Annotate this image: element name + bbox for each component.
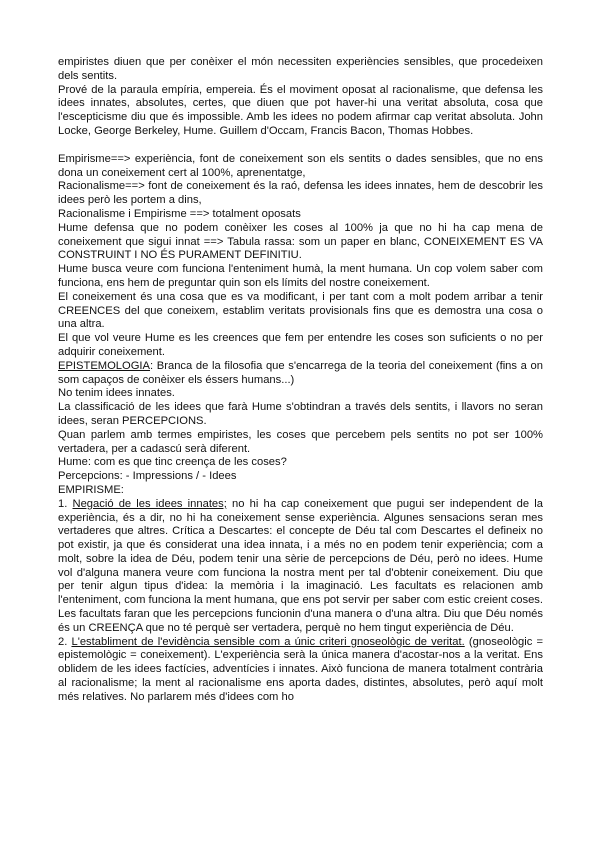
paragraph-empirisme: Empirisme==> experiència, font de coneixement son els sentits o dades sensibles, que no ens dona un coneixement cert al 100%, aprenentatge,	[58, 152, 543, 179]
paragraph-oposats: Racionalisme i Empirisme ==> totalment oposats	[58, 207, 301, 220]
list-item-title: L'establiment de l'evidència sensible com a únic criteri gnoseològic de veritat.	[71, 635, 465, 648]
document-page	[58, 56, 543, 705]
paragraph-empiristes: Quan parlem amb termes empiristes, les coses que percebem pels sentits no pot ser 100% vertadera, per a cadascú serà diferent.	[58, 428, 543, 455]
term-epistemologia: EPISTEMOLOGIA	[58, 359, 151, 372]
paragraph-no-innates: No tenim idees innates.	[58, 387, 175, 400]
list-number: 1.	[58, 497, 73, 510]
list-item-text: no hi ha cap coneixement que pugui ser independent de la experiència, és a dir, no hi ha coneixement sense experiència. Algunes sensacions seran mes vertaderes que altres. Crítica a Descartes: el concepte de Déu tal com Descartes el defineix no pot existir, ja que és considerat una idea innata, i a més no en podem tenir experiència; com a molt, sobre la idea de Déu, podem tenir una sèrie de percepcions de Déu, però no idees. Hume vol d'alguna manera veure com funciona la nostra ment per tal d'obtenir coneixement. Diu que per tenir algun tipus d'idea: la memòria i la imaginació. Les facultats es relacionen amb l'enteniment, com funciona la ment humana, que ens pot servir per saber com estic creient coses. Les facultats faran que les percepcions funcionin d'una manera o d'una altra. Diu que Déu només és un CREENÇA que no té perquè ser vertadera, perquè no hem tingut experiència de Déu.	[58, 497, 543, 634]
paragraph-question: Hume: com es que tinc creença de les coses?	[58, 456, 287, 469]
paragraph-epistemologia	[58, 360, 543, 388]
paragraph-percepcions: La classificació de les idees que farà Hume s'obtindran a través dels sentits, i llavors no seran idees, seran PERCEPCIONS.	[58, 401, 543, 427]
paragraph-gap	[58, 139, 543, 153]
heading-empirisme: EMPIRISME:	[58, 483, 124, 496]
list-item-text: (gnoseològic = epistemològic = coneixement). L'experiència serà la única manera d'acostar-nos a la veritat. Ens oblidem de les idees factícies, adventícies i innates. Això funciona de manera totalment contrària al racionalisme; la ment al racionalisme ens aporta dades, distintes, absolutes, però aquí molt més relatives. No parlarem més d'idees com ho	[58, 635, 543, 703]
paragraph-enteniment: Hume busca veure com funciona l'enteniment humà, la ment humana. Un cop volem saber com funciona, ens hem de preguntar quin son els límits del nostre coneixement.	[58, 263, 543, 289]
paragraph-intro: empiristes diuen que per conèixer el món necessiten experiències sensibles, que procedeixen dels sentits.	[58, 56, 543, 82]
paragraph-empiria: Prové de la paraula empíria, empereia. És el moviment oposat al racionalisme, que defensa les idees innates, absolutes, certes, que diuen que pot haver-hi una veritat absoluta, cosa que l'escepticisme diu que és impossible. Amb les idees no podem afirmar cap veritat absoluta. John Locke, George Berkeley, Hume. Guillem d'Occam, Francis Bacon, Thomas Hobbes.	[58, 83, 543, 137]
paragraph-classification: Percepcions: - Impressions / - Idees	[58, 470, 237, 483]
list-item-1	[58, 498, 543, 636]
paragraph-tabula-rassa: Hume defensa que no podem conèixer les coses al 100% ja que no hi ha cap mena de coneixement que sigui innat ==> Tabula rassa: som un paper en blanc, CONEIXEMENT ES VA CONSTRUINT I NO ÉS PURAMENT DEFINITIU.	[58, 221, 543, 262]
paragraph-creences: El coneixement és una cosa que es va modificant, i per tant com a molt podem arribar a tenir CREENCES del que coneixem, establim veritats provisionals fins que es demostra una cosa o una altra.	[58, 290, 543, 331]
definition-epistemologia: : Branca de la filosofia que s'encarrega de la teoria del coneixement (fins a on som capaços de conèixer els éssers humans...)	[58, 359, 543, 386]
paragraph-hume-creences: El que vol veure Hume es les creences que fem per entendre les coses son suficients o no per adquirir coneixement.	[58, 332, 543, 358]
paragraph-racionalisme: Racionalisme==> font de coneixement és la raó, defensa les idees innates, hem de descobrir les idees però les portem a dins,	[58, 180, 543, 207]
list-number: 2.	[58, 635, 72, 648]
list-item-2	[58, 636, 543, 705]
list-item-title: Negació de les idees innates;	[72, 497, 227, 510]
